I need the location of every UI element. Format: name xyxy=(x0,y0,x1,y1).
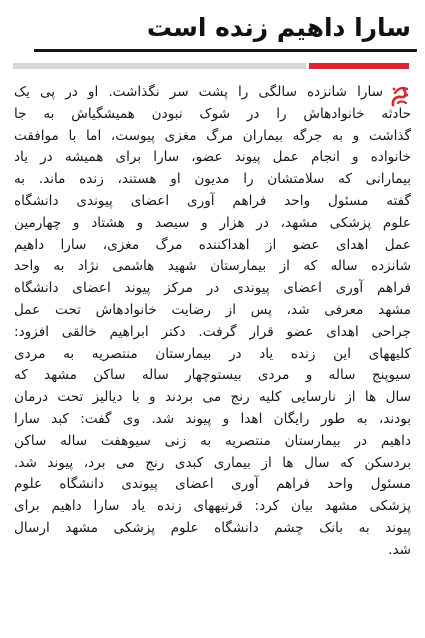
body-line: شانزده ساله که از بیمارستان شهید هاشمی نژاد به واحد xyxy=(14,258,411,275)
body-line: سال ها از نارسایی کلیه رنج می بردند و با دیالیز تحت درمان xyxy=(14,389,411,406)
body-line: حادثه خانوادهاش را در شوک نبودن همیشگیاش به جا xyxy=(14,105,411,122)
body-line: گذاشت و به جرگه بیماران مرگ مغزی پیوست، اما با موافقت xyxy=(14,127,411,144)
body-line: مسئول واحد فراهم آوری اعضای پیوندی دانشگاه علوم xyxy=(14,476,411,493)
body-line: پیوند به بانک چشم دانشگاه علوم پزشکی مشهد ارسال xyxy=(14,519,411,536)
headline-rule xyxy=(34,49,417,52)
article-headline: سارا داهیم زنده است xyxy=(146,13,411,42)
body-line: علوم پزشکی مشهد، در هزار و سیصد و هشتاد و چهارمین xyxy=(14,214,411,231)
body-line: سارا شانزده سالگی را پشت سر نگذاشت. او در پی یک xyxy=(14,84,383,100)
body-line: داهیم در بیمارستان منتصریه به زنی سیوهفت ساله ساکن xyxy=(14,432,411,449)
article-body xyxy=(14,82,411,562)
body-line: پزشکی مشهد بیان کرد: قرنیههای زنده یاد سارا داهیم برای xyxy=(14,498,411,515)
body-line: بودند، به طور رایگان اهدا و پیوند شد. وی گفت: کبد سارا xyxy=(14,410,411,427)
accent-rule xyxy=(309,63,409,69)
body-line: عمل اهدای عضو از اهداکننده مرگ مغزی، سارا داهیم xyxy=(14,236,411,253)
body-line: فراهم آوری اعضای پیوندی در مرکز پیوند اعضای دانشگاه xyxy=(14,280,411,297)
body-line: شد. xyxy=(388,541,411,558)
body-line: گفته مسئول واحد فراهم آوری اعضای پیوندی دانشگاه xyxy=(14,192,411,209)
body-line: سیوپنج ساله و مردی بیستوچهار ساله ساکن مشهد که xyxy=(14,367,411,384)
divider-rule xyxy=(13,63,306,69)
body-line: کلیههای این زنده یاد در بیمارستان منتصریه به مردی xyxy=(14,345,411,362)
body-line: مشهد معرفی شد، پس از رضایت خانوادهاش تحت عمل xyxy=(14,301,411,318)
body-line: خانواده و انجام عمل پیوند عضو، سارا برای همیشه در یاد xyxy=(14,149,411,166)
body-line: جراحی اهدای عضو قرار گرفت. دکتر ابراهیم خالقی افزود: xyxy=(14,323,411,340)
body-line: بردسکن که سال ها از بیماری کبدی رنج می برد، پیوند شد. xyxy=(14,454,411,471)
body-line: بیمارانی که سلامتشان را مدیون او هستند، زنده ماند. به xyxy=(14,171,411,188)
